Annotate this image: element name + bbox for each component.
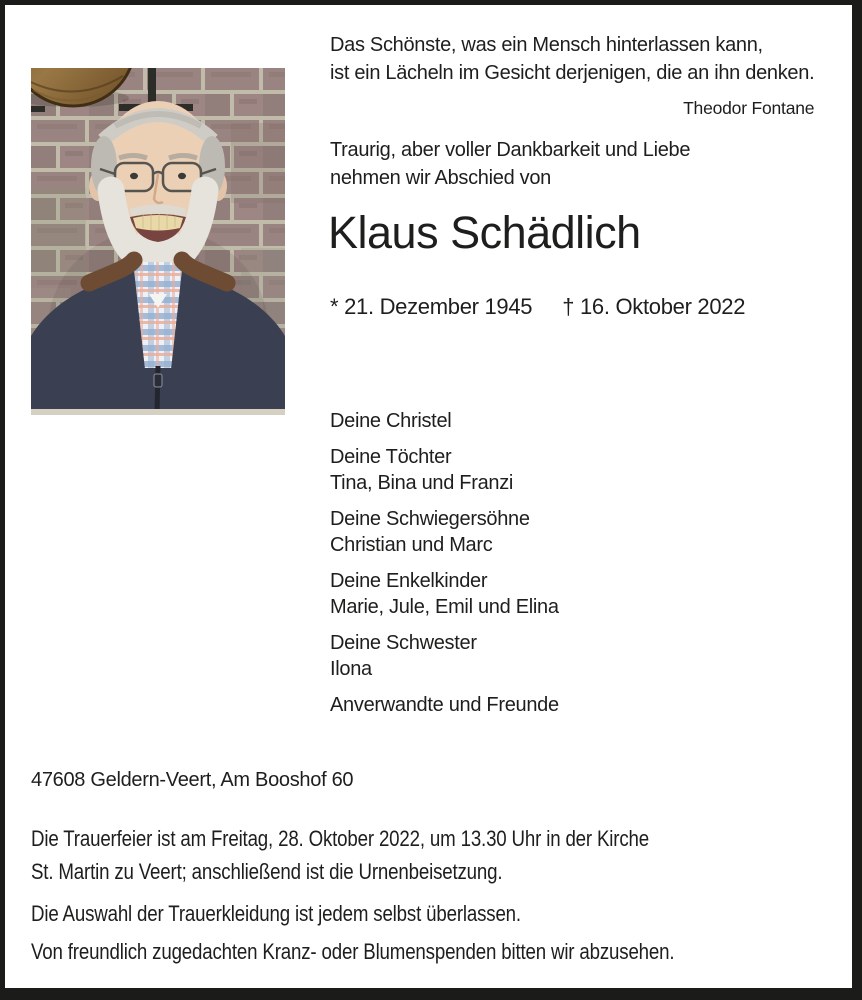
mourner-label: Deine Töchter bbox=[330, 446, 452, 468]
life-dates bbox=[330, 294, 745, 320]
mourners-list bbox=[330, 408, 559, 728]
mourner-label: Deine Schwester bbox=[330, 632, 477, 654]
mourner-group bbox=[330, 568, 559, 620]
mourner-label: Anverwandte und Freunde bbox=[330, 694, 559, 716]
quote-line-2: ist ein Lächeln im Gesicht derjenigen, die an ihn denken. bbox=[330, 62, 815, 84]
death-date: † 16. Oktober 2022 bbox=[562, 294, 746, 319]
photo-bottom-sill bbox=[31, 409, 285, 415]
portrait-photo-illustration bbox=[31, 68, 285, 415]
mourner-group bbox=[330, 630, 559, 682]
note-flowers-text: Von freundlich zugedachten Kranz- oder Blumenspenden bitten wir abzusehen. bbox=[31, 939, 675, 964]
mourner-names: Tina, Bina und Franzi bbox=[330, 472, 514, 494]
mourner-names: Christian und Marc bbox=[330, 534, 493, 556]
quote-line-1: Das Schönste, was ein Mensch hinterlassen kann, bbox=[330, 34, 763, 56]
portrait-photo bbox=[31, 68, 285, 415]
mourner-names: Ilona bbox=[330, 658, 372, 680]
intro-block bbox=[330, 136, 690, 192]
mourner-group bbox=[330, 408, 559, 434]
mourner-group bbox=[330, 692, 559, 718]
note-clothing-text: Die Auswahl der Trauerkleidung ist jedem selbst überlassen. bbox=[31, 901, 521, 926]
quote-block bbox=[330, 31, 814, 122]
mourner-label: Deine Christel bbox=[330, 410, 452, 432]
note-flowers bbox=[31, 939, 788, 965]
mourner-label: Deine Schwiegersöhne bbox=[330, 508, 530, 530]
deceased-name: Klaus Schädlich bbox=[328, 207, 641, 258]
ceremony-line-2: St. Martin zu Veert; anschließend ist die Urnenbeisetzung. bbox=[31, 859, 503, 884]
address-line: 47608 Geldern-Veert, Am Booshof 60 bbox=[31, 769, 354, 791]
birth-date: * 21. Dezember 1945 bbox=[330, 294, 533, 319]
note-clothing bbox=[31, 901, 607, 927]
mourner-group bbox=[330, 444, 559, 496]
ceremony-line-1: Die Trauerfeier ist am Freitag, 28. Oktober 2022, um 13.30 Uhr in der Kirche bbox=[31, 826, 649, 851]
intro-line-2: nehmen wir Abschied von bbox=[330, 167, 552, 189]
quote-attribution: Theodor Fontane bbox=[683, 98, 815, 118]
ceremony-block bbox=[31, 824, 758, 890]
mourner-label: Deine Enkelkinder bbox=[330, 570, 488, 592]
mourner-group bbox=[330, 506, 559, 558]
intro-line-1: Traurig, aber voller Dankbarkeit und Liebe bbox=[330, 139, 691, 161]
mourner-names: Marie, Jule, Emil und Elina bbox=[330, 596, 559, 618]
